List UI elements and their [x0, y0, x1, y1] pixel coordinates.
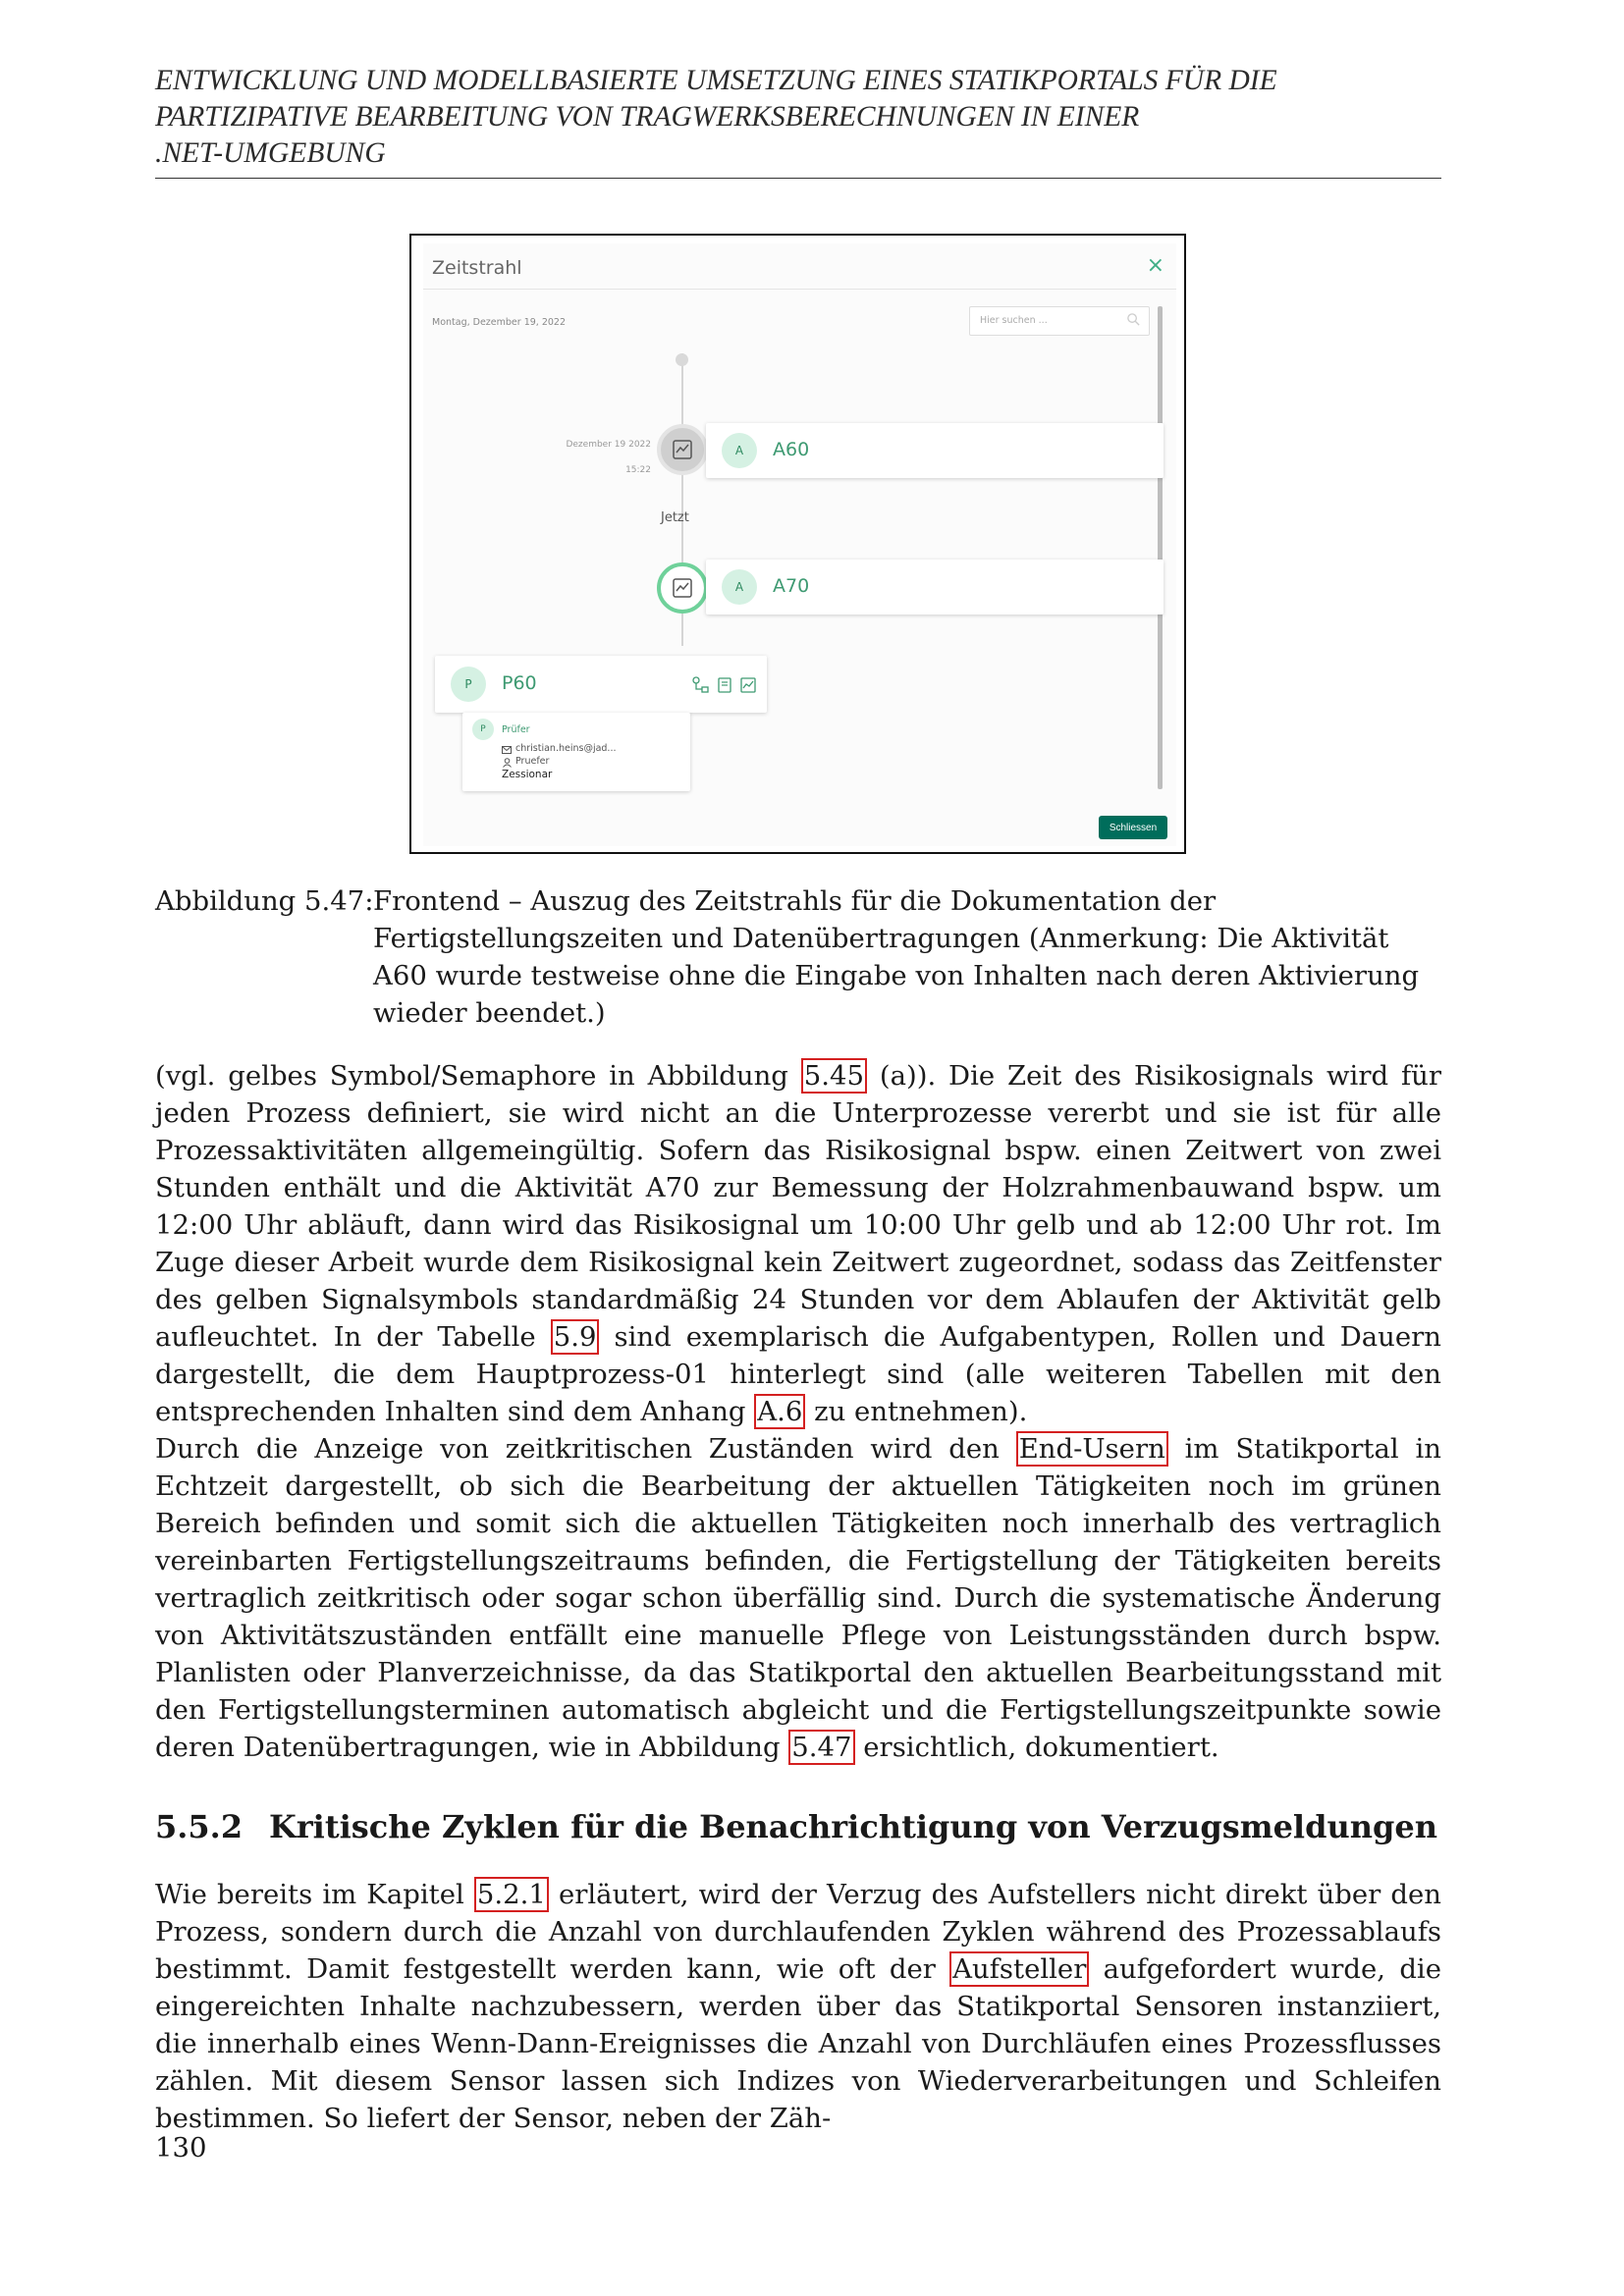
user-icon: [503, 758, 512, 768]
section-heading: [155, 1808, 1441, 1845]
text-run: ersichtlich, dokumentiert.: [854, 1732, 1219, 1763]
timeline-node-a70[interactable]: [657, 562, 708, 614]
figure-reference-link[interactable]: 5.45: [801, 1058, 867, 1094]
chart-icon: [671, 438, 694, 461]
chart-icon[interactable]: [739, 676, 757, 694]
dialog-title: Zeitstrahl: [432, 257, 522, 279]
text-run: (vgl. gelbes Symbol/Semaphore in Abbildung: [155, 1060, 801, 1092]
timeline-card-a70[interactable]: [706, 560, 1164, 614]
text-run: aufgefordert wurde, die eingereichten Inhalte nachzubessern, werden über das Statikportal Sensoren instanziiert, die innerhalb eines Wenn-Dann-Ereignisses die Anzahl von Durchläufen eines Prozessflusses zählen. Mit diesem Sensor lassen sich Indizes von Wiederverarbeitungen und Schleifen bestimmen. So liefert der Sensor, neben der Zäh-: [155, 1953, 1442, 2134]
scrollbar[interactable]: [1158, 306, 1163, 789]
timeline-card-p60[interactable]: [435, 656, 767, 713]
avatar: P: [472, 719, 494, 740]
section-number: 5.5.2: [155, 1808, 244, 1845]
paragraph-3: [155, 1876, 1441, 2137]
text-run: sind exemplarisch die Aufgabentypen, Rollen und Dauern dargestellt, die dem Hauptprozess-01 hinterlegt sind (alle weiteren Tabellen mit den entsprechenden Inhalten sind dem Anhang: [155, 1321, 1441, 1427]
search-placeholder: Hier suchen ...: [980, 315, 1048, 326]
table-reference-link[interactable]: 5.9: [551, 1319, 600, 1355]
figure-caption: [155, 882, 1441, 1032]
header-line-1: ENTWICKLUNG UND MODELLBASIERTE UMSETZUNG EINES STATIKPORTALS FÜR DIE: [155, 65, 1277, 96]
text-run: erläutert, wird der Verzug des Aufstellers nicht direkt über den Prozess, sondern durch die Anzahl von durchlaufenden Zyklen während des Prozessablaufs bestimmt. Damit festgestellt werden kann, wie oft der: [155, 1879, 1442, 1985]
assignee-detail: [462, 713, 690, 791]
avatar: A: [722, 569, 757, 605]
search-input[interactable]: [969, 306, 1150, 336]
text-run: Wie bereits im Kapitel: [155, 1879, 474, 1910]
glossary-reference-link[interactable]: Aufsteller: [949, 1951, 1089, 1987]
title-divider: [423, 289, 1176, 290]
glossary-reference-link[interactable]: End-Usern: [1016, 1431, 1168, 1467]
close-button[interactable]: Schliessen: [1099, 816, 1167, 839]
timeline-dialog: [423, 243, 1176, 846]
close-icon[interactable]: ×: [1146, 253, 1164, 278]
workflow-icon[interactable]: [692, 676, 710, 694]
document-icon[interactable]: [716, 676, 733, 694]
activity-label: A60: [773, 439, 810, 460]
timeline-card-a60[interactable]: [706, 423, 1164, 478]
activity-label: A70: [773, 575, 810, 597]
header-rule: [155, 178, 1441, 179]
text-run: zu entnehmen).: [805, 1396, 1028, 1427]
timestamp-date: Dezember 19 2022: [566, 440, 651, 450]
avatar: A: [722, 433, 757, 468]
timeline-node-a60[interactable]: [657, 424, 708, 475]
caption-number: Abbildung 5.47:: [155, 885, 374, 917]
timestamp-time: 15:22: [625, 465, 651, 475]
mail-icon: [502, 746, 512, 754]
avatar: P: [451, 667, 486, 702]
text-run: (a)). Die Zeit des Risikosignals wird für jeden Prozess definiert, sie wird nicht an die Unterprozesse vererbt und sie ist für alle Prozessaktivitäten allgemeingültig. Sofern das Risikosignal bspw. einen Zeitwert von zwei Stunden enthält und die Aktivität A70 zur Bemessung der Holzrahmenbauwand bspw. um 12:00 Uhr abläuft, dann wird das Risikosignal um 10:00 Uhr gelb und ab 12:00 Uhr rot. Im Zuge dieser Arbeit wurde dem Risikosignal kein Zeitwert zugeordnet, sodass das Zeitfenster des gelben Signalsymbols standardmäßig 24 Stunden vor dem Ablaufen der Aktivität gelb aufleuchtet. In der Tabelle: [155, 1060, 1442, 1353]
timeline-start-dot: [676, 353, 688, 366]
figure-zeitstrahl: [409, 234, 1186, 854]
card-actions: [692, 676, 757, 694]
caption-text: Frontend – Auszug des Zeitstrahls für die Dokumentation der Fertigstellungszeiten und Datenübertragungen (Anmerkung: Die Aktivität A60 wurde testweise ohne die Eingabe von Inhalten nach deren Aktivierung wieder beendet.): [373, 885, 1420, 1029]
chapter-reference-link[interactable]: 5.2.1: [474, 1877, 549, 1912]
header-line-2: PARTIZIPATIVE BEARBEITUNG VON TRAGWERKSBERECHNUNGEN IN EINER: [155, 101, 1140, 133]
figure-reference-link[interactable]: 5.47: [788, 1730, 854, 1765]
text-run: Durch die Anzeige von zeitkritischen Zuständen wird den: [155, 1433, 1016, 1465]
chart-icon: [671, 576, 694, 600]
role-label: Prüfer: [502, 724, 530, 735]
appendix-reference-link[interactable]: A.6: [754, 1394, 805, 1429]
activity-label: P60: [502, 672, 537, 694]
text-run: im Statikportal in Echtzeit dargestellt, ob sich die Bearbeitung der aktuellen Tätigkeiten noch im grünen Bereich befinden und somit sich die aktuellen Tätigkeiten noch innerhalb des vertraglich vereinbarten Fertigstellungszeitraums befinden, die Fertigstellung der Tätigkeiten bereits vertraglich zeitkritisch oder sogar schon überfällig sind. Durch die systematische Änderung von Aktivitätszuständen entfällt eine manuelle Pflege von Leistungsständen durch bspw. Planlisten oder Planverzeichnisse, da das Statikportal den aktuellen Bearbeitungsstand mit den Fertigstellungsterminen automatisch abgleicht und die Fertigstellungszeitpunkte sowie deren Datenübertragungen, wie in Abbildung: [155, 1433, 1441, 1763]
page-number: 130: [155, 2132, 207, 2163]
header-line-3: .NET-UMGEBUNG: [155, 137, 386, 169]
user-value: Pruefer: [515, 756, 550, 767]
paragraph-2: [155, 1430, 1441, 1766]
current-date: Montag, Dezember 19, 2022: [432, 317, 566, 328]
now-marker: Jetzt: [661, 510, 689, 525]
search-icon: [1126, 312, 1141, 327]
type-value: Zessionar: [502, 769, 553, 780]
email-value: christian.heins@jad...: [515, 743, 617, 754]
paragraph-1: [155, 1057, 1441, 1430]
section-title: Kritische Zyklen für die Benachrichtigung von Verzugsmeldungen: [269, 1808, 1437, 1845]
running-header: [155, 63, 1441, 172]
